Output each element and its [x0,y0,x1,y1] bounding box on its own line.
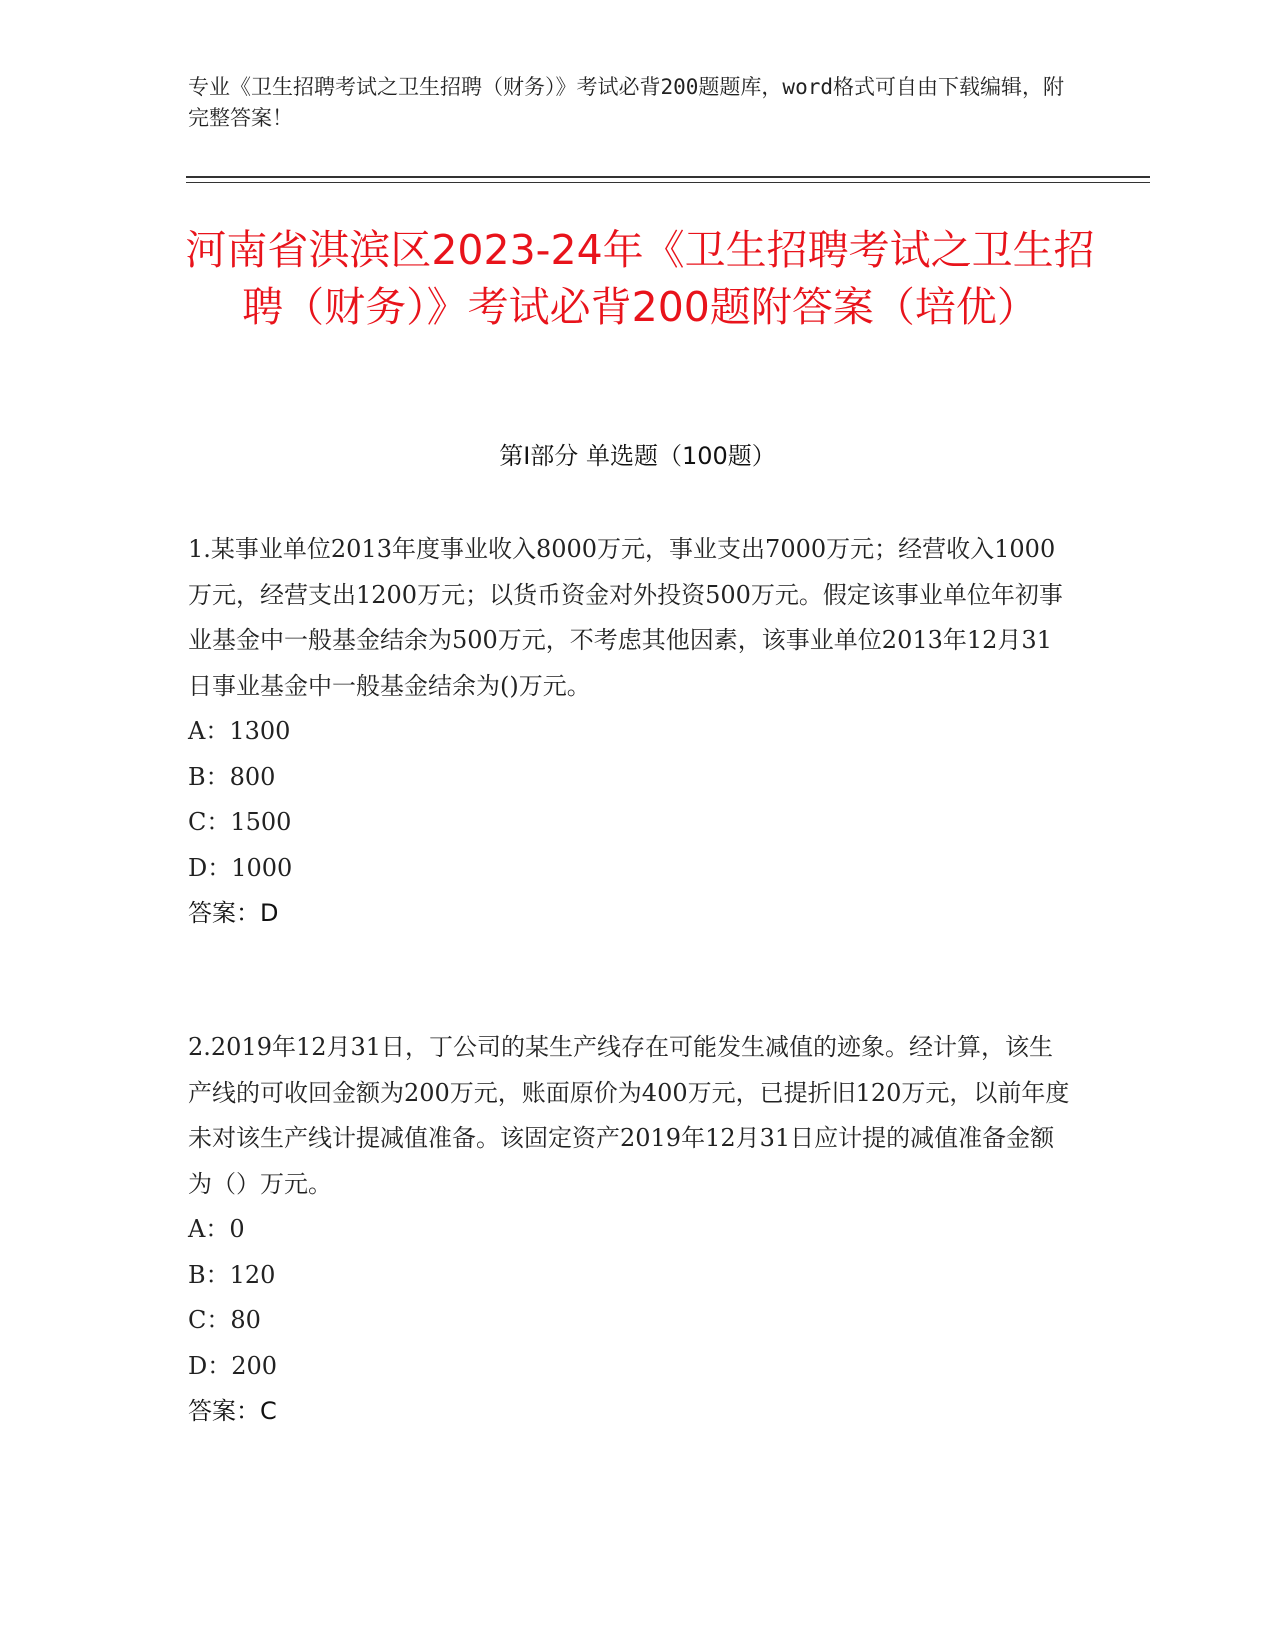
header-divider-thick [186,176,1150,178]
option-a: A：1300 [188,717,291,745]
answer-line: 答案：D [188,899,279,927]
header-note: 专业《卫生招聘考试之卫生招聘（财务）》考试必背200题题库，word格式可自由下载编辑，附完整答案！ [188,75,1064,130]
option-b: B：120 [188,1260,276,1289]
section-heading: 第I部分 单选题（100题） [499,442,776,470]
document-title: 河南省淇滨区2023-24年《卫生招聘考试之卫生招聘（财务）》考试必背200题附答案（培优） [185,226,1095,331]
question-stem: 1.某事业单位2013年度事业收入8000万元，事业支出7000万元；经营收入1000万元，经营支出1200万元；以货币资金对外投资500万元。假定该事业单位年初事业基金中一般基金结余为500万元，不考虑其他因素，该事业单位2013年12月31日事业基金中一般基金结余为()万元。 [188,535,1063,700]
header-divider-thin [186,182,1150,183]
option-d: D：1000 [188,853,293,882]
question-stem: 2.2019年12月31日，丁公司的某生产线存在可能发生减值的迹象。经计算，该生产线的可收回金额为200万元，账面原价为400万元，已提折旧120万元，以前年度未对该生产线计提减值准备。该固定资产2019年12月31日应计提的减值准备金额为（）万元。 [188,1033,1070,1198]
answer-line: 答案：C [188,1397,277,1425]
question-2 [188,1025,1073,1435]
option-c: C：80 [188,1306,261,1334]
option-b: B：800 [188,762,276,791]
option-d: D：200 [188,1351,278,1380]
option-a: A：0 [188,1215,245,1243]
option-c: C：1500 [188,808,292,836]
question-1 [188,527,1073,937]
